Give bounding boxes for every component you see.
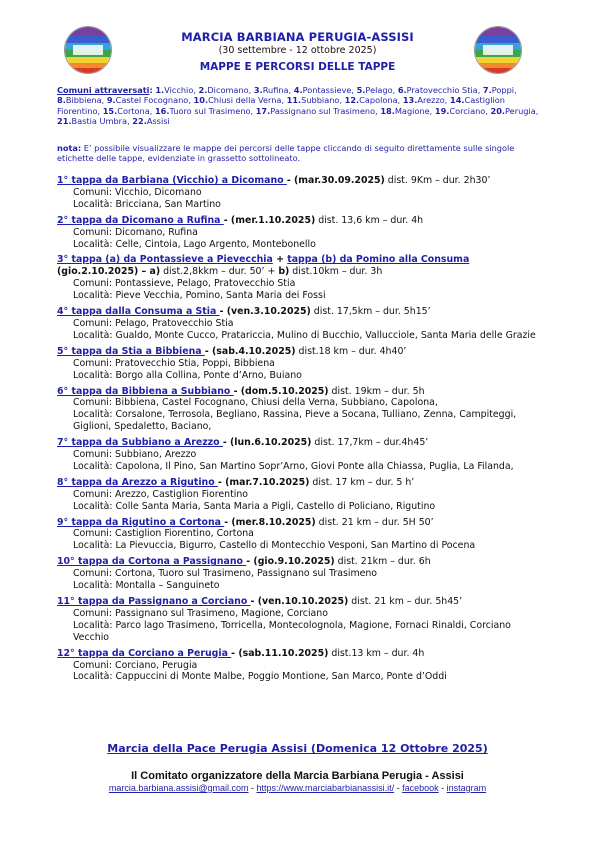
comune-item xyxy=(345,95,398,105)
comune-name: Capolona xyxy=(359,95,398,106)
comune-item xyxy=(483,85,514,95)
stage-localita: Località: La Pievuccia, Bigurro, Castello di Montecchio Vesponi, San Martino di Pocena xyxy=(73,540,476,552)
stage-header xyxy=(57,596,547,608)
page-subtitle: MAPPE E PERCORSI DELLE TAPPE xyxy=(199,61,396,73)
comune-item xyxy=(254,85,289,95)
stage-item xyxy=(57,306,547,342)
instagram-link[interactable]: instagram xyxy=(446,783,487,793)
stage-localita: Località: Pieve Vecchia, Pomino, Santa Maria dei Fossi xyxy=(73,290,326,302)
stage-comuni: Comuni: Passignano sul Trasimeno, Magione, Corciano xyxy=(73,607,328,619)
comune-number: 3. xyxy=(253,85,263,95)
comune-item xyxy=(194,95,282,105)
comune-name: Pratovecchio Stia xyxy=(406,85,478,95)
comune-name: Castiglion Fiorentino xyxy=(57,95,505,116)
comune-name: Perugia xyxy=(505,105,536,116)
stage-date: - (lun.6.10.2025) xyxy=(222,437,312,449)
comune-number: 8. xyxy=(57,95,66,106)
stage-map-link[interactable]: 10° tappa da Cortona a Passignano xyxy=(57,556,247,568)
comune-item xyxy=(256,106,375,116)
comuni-list: Comuni attraversati: 1.Vicchio, 2.Dicomano, 3.Rufina, 4.Pontassieve, 5.Pelago, 6.Pratovecchio Stia, 7.Poppi, 8.Bibbiena, 9.Castel Focognano, 10.Chiusi della Verna, 11.Subbiano, 12.Capolona, 13.Arezzo, 14.Castiglion Fiorentino, 15.Cortona, 16.Tuoro sul Trasimeno, 17.Passignano sul Trasimeno, 18.Magione, 19.Corciano, 20.Perugia, 21.Bastia Umbra, 22.Assisi xyxy=(57,85,539,127)
stage-item xyxy=(57,596,547,644)
stage-date: - (mar.7.10.2025) xyxy=(217,476,310,488)
stage-info: dist. 21 km – dur. 5H 50’ xyxy=(315,516,434,528)
comune-item xyxy=(435,106,485,116)
stage-localita: Località: Bricciana, San Martino xyxy=(73,198,221,210)
separator: - xyxy=(438,783,447,793)
comune-name: Magione xyxy=(394,105,430,116)
stage-map-link[interactable]: 9° tappa da Rigutino a Cortona xyxy=(57,516,225,528)
stage-comuni: Comuni: Castiglion Fiorentino, Cortona xyxy=(73,528,254,540)
stage-comuni: Comuni: Pontassieve, Pelago, Pratovecchio Stia xyxy=(73,278,296,290)
website-link[interactable]: https://www.marciabarbianassisi.it/ xyxy=(256,783,395,793)
stage-comuni: Comuni: Dicomano, Rufina xyxy=(73,226,198,238)
stage-localita: Località: Colle Santa Maria, Santa Maria a Pigli, Castello di Policiano, Rigutino xyxy=(73,500,436,512)
comune-name: Poppi xyxy=(491,85,515,95)
stage-localita: Località: Capolona, Il Pino, San Martino Sopr’Arno, Giovi Ponte alla Chiassa, Puglia, La Filanda, xyxy=(73,460,514,472)
stage-localita: Località: Celle, Cintoia, Lago Argento, Montebonello xyxy=(73,238,316,250)
stage-item xyxy=(57,648,547,684)
comune-name: Bastia Umbra xyxy=(71,116,128,127)
stage-header xyxy=(57,254,547,278)
comune-name: Tuoro sul Trasimeno xyxy=(169,105,251,116)
stage-localita: Località: Gualdo, Monte Cucco, Pratariccia, Mulino di Bucchio, Vallucciole, Santa Maria delle Grazie xyxy=(73,329,536,341)
stage-header xyxy=(57,517,547,529)
stages-list xyxy=(57,175,547,687)
comune-name: Castel Focognano xyxy=(115,95,189,106)
stage-map-link[interactable]: 1° tappa da Barbiana (Vicchio) a Dicomano xyxy=(57,175,287,186)
pace-march-link[interactable]: Marcia della Pace Perugia Assisi (Domenica 12 Ottobre 2025) xyxy=(107,742,488,755)
comune-name: Chiusi della Verna xyxy=(208,95,282,106)
stage-header xyxy=(57,306,547,318)
stage-info: dist.13 km – dur. 4h xyxy=(328,647,425,659)
comune-number: 10. xyxy=(193,95,209,106)
comune-name: Pontassieve xyxy=(302,85,352,95)
comune-number: 5. xyxy=(356,85,366,95)
stage-info: dist. 17,7km – dur.4h45’ xyxy=(311,437,429,449)
comune-number: 21. xyxy=(57,116,72,127)
comune-item xyxy=(132,116,169,126)
comune-item xyxy=(107,95,188,105)
comune-name: Cortona xyxy=(117,105,150,116)
stage-date: - (gio.9.10.2025) xyxy=(246,556,335,568)
stage-date: - (sab.4.10.2025) xyxy=(204,345,296,357)
email-link[interactable]: marcia.barbiana.assisi@gmail.com xyxy=(108,783,249,793)
stage-map-link[interactable]: 12° tappa da Corciano a Perugia xyxy=(57,647,232,659)
stage-localita: Località: Corsalone, Terrosola, Begliano, Rassina, Pieve a Socana, Tulliano, Zenna, Campiteggi, Giglioni, Spedaletto, Baciano, xyxy=(73,409,517,433)
comune-number: 16. xyxy=(154,105,170,116)
stage-map-link[interactable]: 4° tappa dalla Consuma a Stia xyxy=(57,306,220,318)
stage-date: - (dom.5.10.2025) xyxy=(233,385,329,397)
comune-number: 13. xyxy=(402,95,418,106)
comune-number: 14. xyxy=(450,95,465,106)
comune-item xyxy=(103,106,150,116)
comune-item xyxy=(199,85,249,95)
comune-item xyxy=(491,106,536,116)
comune-name: Bibbiena xyxy=(65,95,102,106)
stage-date: - (ven.10.10.2025) xyxy=(250,596,349,607)
stage-map-link[interactable]: 5° tappa da Stia a Bibbiena xyxy=(57,345,205,357)
stage-comuni: Comuni: Vicchio, Dicomano xyxy=(73,186,202,198)
stage-date: - (mer.1.10.2025) xyxy=(223,214,316,226)
stage-item xyxy=(57,556,547,592)
stage-comuni: Comuni: Pelago, Pratovecchio Stia xyxy=(73,317,234,329)
stage-localita: Località: Borgo alla Collina, Ponte d’Arno, Buiano xyxy=(73,369,302,381)
stage-map-link[interactable]: 2° tappa da Dicomano a Rufina xyxy=(57,214,224,226)
stage-item xyxy=(57,386,547,434)
comune-name: Rufina xyxy=(262,85,289,95)
stage-info: dist. 17 km – dur. 5 h’ xyxy=(309,476,415,488)
stage-info: dist. 21 km – dur. 5h45’ xyxy=(348,596,463,607)
comune-name: Subbiano xyxy=(301,95,340,106)
comune-item xyxy=(380,106,429,116)
stage-date: - (ven.3.10.2025) xyxy=(219,306,311,318)
stage-map-link[interactable]: 7° tappa da Subbiano a Arezzo xyxy=(57,437,223,449)
comune-item xyxy=(155,85,193,95)
stage-header xyxy=(57,346,547,358)
stage-item xyxy=(57,477,547,513)
stage-header xyxy=(57,556,547,568)
stage-header xyxy=(57,648,547,660)
stage-comuni: Comuni: Subbiano, Arezzo xyxy=(73,449,197,461)
contacts xyxy=(0,783,595,793)
comune-name: Vicchio xyxy=(164,85,194,95)
stage-info: dist.10km – dur. 3h xyxy=(289,266,383,278)
comune-name: Dicomano xyxy=(207,85,249,95)
comune-number: 6. xyxy=(397,85,407,95)
comune-number: 7. xyxy=(482,85,492,95)
comune-name: Pelago xyxy=(365,85,393,95)
stage-comuni: Comuni: Cortona, Tuoro sul Trasimeno, Passignano sul Trasimeno xyxy=(73,568,378,580)
comune-item xyxy=(357,85,393,95)
stage-comuni: Comuni: Corciano, Perugia xyxy=(73,659,198,671)
comune-item xyxy=(403,95,445,105)
stage-item xyxy=(57,254,547,302)
stage-date: - (mer.8.10.2025) xyxy=(224,516,316,528)
stage-date: (gio.2.10.2025) – a) xyxy=(57,266,161,278)
stage-info: dist. 9Km – dur. 2h30’ xyxy=(384,175,491,186)
comune-number: 1. xyxy=(155,85,165,95)
stage-info: dist. 13,6 km – dur. 4h xyxy=(315,214,424,226)
comune-item xyxy=(155,106,251,116)
comune-name: Assisi xyxy=(146,116,170,127)
comune-name: Arezzo xyxy=(417,95,445,106)
stage-header xyxy=(57,437,547,449)
stage-header xyxy=(57,386,547,398)
separator: - xyxy=(394,783,403,793)
stage-info: dist.18 km – dur. 4h40’ xyxy=(295,345,407,357)
comune-number: 15. xyxy=(102,105,118,116)
stage-map-link[interactable]: 11° tappa da Passignano a Corciano xyxy=(57,596,251,607)
comune-number: 19. xyxy=(434,105,450,116)
stage-info: dist. 21km – dur. 6h xyxy=(334,556,431,568)
stage-map-link[interactable]: 6° tappa da Bibbiena a Subbiano xyxy=(57,385,234,397)
comune-number: 11. xyxy=(286,95,302,106)
comune-number: 20. xyxy=(490,105,506,116)
comune-name: Corciano xyxy=(449,105,486,116)
stage-localita: Località: Parco lago Trasimeno, Torricella, Montecolognola, Magione, Fornaci Rinaldi, Corciano Vecchio xyxy=(73,619,511,643)
separator: - xyxy=(248,783,257,793)
stage-comuni: Comuni: Arezzo, Castiglion Fiorentino xyxy=(73,488,249,500)
stage-info: dist. 17,5km – dur. 5h15’ xyxy=(310,306,431,318)
stage-item xyxy=(57,175,547,211)
comune-item xyxy=(294,85,352,95)
comune-number: 12. xyxy=(344,95,360,106)
stage-header xyxy=(57,175,547,187)
comuni-label: Comuni attraversati xyxy=(57,85,150,95)
comune-item xyxy=(287,95,340,105)
stage-date: - (sab.11.10.2025) xyxy=(231,647,329,659)
plus-sign: + xyxy=(272,254,288,266)
comune-item xyxy=(57,95,102,105)
comune-number: 18. xyxy=(380,105,395,116)
page-header xyxy=(0,30,595,73)
comuni-items: 1.Vicchio, 2.Dicomano, 3.Rufina, 4.Pontassieve, 5.Pelago, 6.Pratovecchio Stia, 7.Poppi, 8.Bibbiena, 9.Castel Focognano, 10.Chiusi della Verna, 11.Subbiano, 12.Capolona, 13.Arezzo, 14.Castiglion Fiorentino, 15.Cortona, 16.Tuoro sul Trasimeno, 17.Passignano sul Trasimeno, 18.Magione, 19.Corciano, 20.Perugia, 21.Bastia Umbra, 22.Assisi xyxy=(57,85,539,127)
stage-date: - (mar.30.09.2025) xyxy=(286,175,385,186)
note-text: E’ possibile visualizzare le mappe dei percorsi delle tappe cliccando di seguito direttamente sulle singole etichette delle tappe, evidenziate in grassetto sottolineato. xyxy=(57,143,515,164)
stage-item xyxy=(57,215,547,251)
stage-item xyxy=(57,346,547,382)
stage-map-link[interactable]: 3° tappa (a) da Pontassieve a Pievecchia xyxy=(57,254,273,266)
stage-item xyxy=(57,437,547,473)
stage-header xyxy=(57,215,547,227)
stage-info: dist.2,8kkm – dur. 50’ + xyxy=(160,266,279,278)
stage-header xyxy=(57,477,547,489)
stage-part-label: b) xyxy=(278,266,290,278)
comune-number: 4. xyxy=(293,85,303,95)
facebook-link[interactable]: facebook xyxy=(402,783,439,793)
stage-info: dist. 19km – dur. 5h xyxy=(328,385,425,397)
comune-number: 22. xyxy=(132,116,147,127)
stage-localita: Località: Cappuccini di Monte Malbe, Poggio Montione, San Marco, Ponte d’Oddi xyxy=(73,671,447,683)
comune-number: 9. xyxy=(106,95,116,106)
comune-number: 17. xyxy=(255,105,271,116)
stage-localita: Località: Montalla – Sanguineto xyxy=(73,580,220,592)
stage-map-link[interactable]: tappa (b) da Pomino alla Consuma xyxy=(287,254,470,266)
stage-map-link[interactable]: 8° tappa da Arezzo a Rigutino xyxy=(57,476,218,488)
comune-item xyxy=(398,85,478,95)
committee-title: Il Comitato organizzatore della Marcia Barbiana Perugia - Assisi xyxy=(131,770,464,782)
comune-item xyxy=(57,116,127,126)
page-title: MARCIA BARBIANA PERUGIA-ASSISI xyxy=(181,30,414,44)
stage-item xyxy=(57,517,547,553)
comune-number: 2. xyxy=(198,85,208,95)
note xyxy=(57,143,542,164)
page-dates: (30 settembre - 12 ottobre 2025) xyxy=(218,45,377,56)
stage-comuni: Comuni: Bibbiena, Castel Focognano, Chiusi della Verna, Subbiano, Capolona, xyxy=(73,397,438,409)
comune-name: Passignano sul Trasimeno xyxy=(270,105,376,116)
stage-comuni: Comuni: Pratovecchio Stia, Poppi, Bibbiena xyxy=(73,357,275,369)
note-label: nota: xyxy=(57,143,82,153)
